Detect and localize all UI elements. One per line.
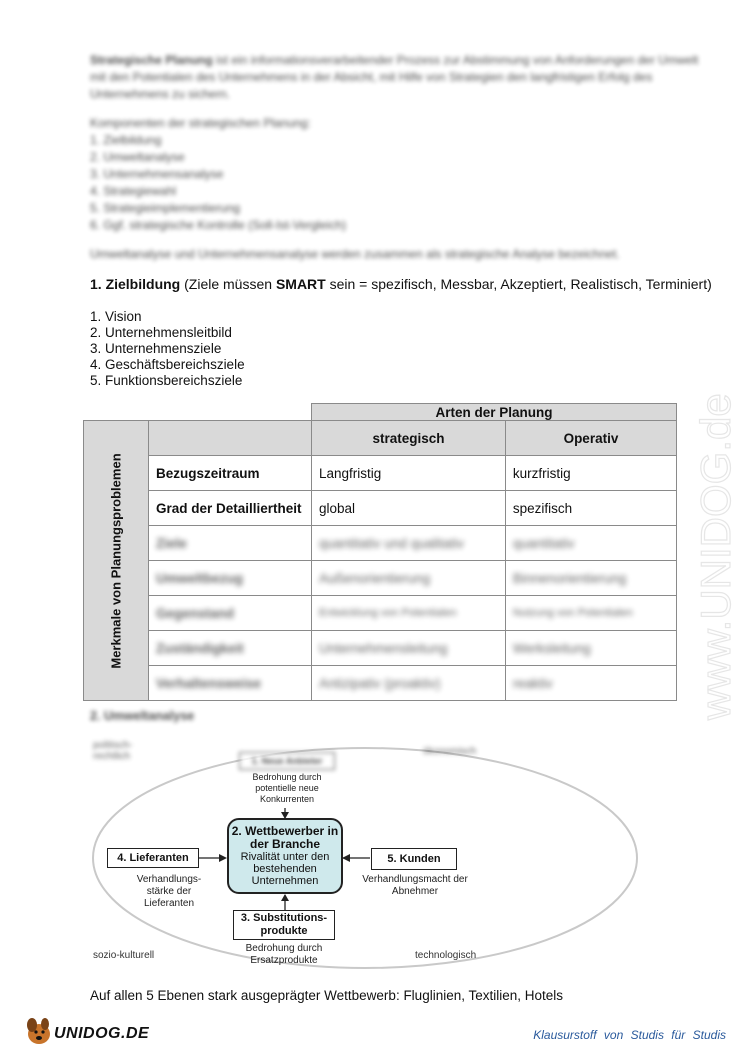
column-header-strategic: strategisch (312, 421, 506, 456)
goals-list (90, 309, 245, 389)
arrowhead-right (342, 854, 350, 862)
row-label: Verhaltensweise (149, 666, 312, 701)
list-item: 5. Strategieimplementierung (90, 201, 241, 215)
side-label: Merkmale von Planungsproblemen (108, 452, 124, 669)
cell-operative: spezifisch (505, 491, 676, 526)
arrowhead-left (219, 854, 227, 862)
definition-term: Strategische Planung (90, 53, 213, 67)
dog-icon (24, 1015, 54, 1047)
substitutes-caption: Bedrohung durch Ersatzprodukte (245, 943, 323, 966)
empty-header-cell (149, 421, 312, 456)
competitors-title: 2. Wettbewerber in der Branche (231, 824, 339, 851)
table-row (84, 561, 677, 596)
row-label: Gegenstand (149, 596, 312, 631)
row-label: Zuständigkeit (149, 631, 312, 666)
list-item: 4. Strategiewahl (90, 184, 177, 198)
new-entrants-box: 1. Neue Anbieter (239, 752, 335, 770)
corner-label-technological: technologisch (415, 950, 477, 961)
arrowhead-bottom (281, 894, 289, 901)
corner-label-social: sozio-kulturell (93, 950, 155, 961)
section2-title: 2. Umweltanalyse (90, 709, 195, 723)
unidog-logo[interactable] (24, 1015, 154, 1049)
section1-post: sein = spezifisch, Messbar, Akzeptiert, Realistisch, Terminiert) (329, 276, 712, 292)
cell-operative: quantitativ (505, 526, 676, 561)
analysis-note: Umweltanalyse und Unternehmensanalyse werden zusammen als strategische Analyse bezeichnet. (90, 247, 620, 261)
side-label-cell (84, 421, 149, 701)
cell-operative: reaktiv (505, 666, 676, 701)
row-label: Grad der Detailliertheit (149, 491, 312, 526)
column-header-operative: Operativ (505, 421, 676, 456)
new-entrants-caption: Bedrohung durch potentielle neue Konkurrenten (252, 772, 322, 804)
five-forces-diagram (85, 740, 645, 975)
list-item: 1. Vision (90, 309, 142, 324)
competitors-caption: Rivalität unter den bestehenden Unternehmen (240, 851, 330, 887)
list-item: 3. Unternehmensanalyse (90, 167, 224, 181)
footer-tagline: Klausurstoff von Studis für Studis (533, 1028, 726, 1042)
list-item: 4. Geschäftsbereichsziele (90, 357, 245, 372)
table-row (84, 631, 677, 666)
section2-heading (90, 709, 194, 723)
smart-term: SMART (275, 276, 326, 292)
cell-strategic: global (312, 491, 506, 526)
cell-strategic: Außenorientierung (312, 561, 506, 596)
definition-text: ist ein informationsverarbeitender Prozess zur Abstimmung von Anforderungen der Umwelt mit den Potentialen des Unternehmens in der Absicht, mit Hilfe von Strategien den langfristigen Erfolg des Unternehmens zu sichern. (90, 53, 699, 101)
table-row (84, 666, 677, 701)
suppliers-box: 4. Lieferanten (107, 848, 199, 868)
cell-operative: kurzfristig (505, 456, 676, 491)
cell-strategic: Unternehmensleitung (312, 631, 506, 666)
logo-text: UNIDOG.DE (54, 1025, 150, 1042)
empty-cell (84, 404, 149, 421)
list-item: 6. Ggf. strategische Kontrolle (Soll-Ist-Vergleich) (90, 218, 347, 232)
corner-label-economic: ökonomisch (423, 746, 477, 757)
section1-title: 1. Zielbildung (90, 276, 181, 292)
list-item: 5. Funktionsbereichsziele (90, 373, 243, 388)
customers-caption: Verhandlungsmacht der Abnehmer (362, 874, 468, 897)
watermark-text: www.UNIDOG.de (692, 393, 739, 720)
definition-paragraph (90, 52, 710, 103)
section1-heading (90, 276, 712, 292)
intro-section (90, 52, 710, 275)
planning-types-table (83, 403, 677, 701)
cell-strategic: Antizipativ (proaktiv) (312, 666, 506, 701)
components-title: Komponenten der strategischen Planung: (90, 116, 311, 130)
watermark (686, 300, 746, 730)
row-label: Umweltbezug (149, 561, 312, 596)
section1-pre: (Ziele müssen (184, 276, 273, 292)
table-row (84, 456, 677, 491)
row-label: Ziele (149, 526, 312, 561)
list-item: 2. Umweltanalyse (90, 150, 185, 164)
group-header: Arten der Planung (312, 404, 677, 421)
cell-strategic: quantitativ und qualitativ (312, 526, 506, 561)
cell-operative: Nutzung von Potentialen (505, 596, 676, 631)
cell-strategic: Entwicklung von Potentialen (312, 596, 506, 631)
table-row (84, 526, 677, 561)
list-item: 1. Zielbildung (90, 133, 162, 147)
list-item: 2. Unternehmensleitbild (90, 325, 232, 340)
components-list (90, 132, 710, 234)
list-item: 3. Unternehmensziele (90, 341, 222, 356)
cell-operative: Binnenorientierung (505, 561, 676, 596)
row-label: Bezugszeitraum (149, 456, 312, 491)
suppliers-caption: Verhandlungs-stärke der Lieferanten (136, 874, 202, 909)
empty-cell (149, 404, 312, 421)
cell-operative: Werksleitung (505, 631, 676, 666)
customers-box: 5. Kunden (371, 848, 457, 870)
substitutes-box: 3. Substitutions-produkte (233, 910, 335, 940)
table-row (84, 596, 677, 631)
competitors-box (227, 818, 343, 894)
corner-label-political: politisch-rechtlich (93, 740, 133, 762)
summary-text: Auf allen 5 Ebenen stark ausgeprägter Wettbewerb: Fluglinien, Textilien, Hotels (90, 988, 564, 1003)
table-row (84, 491, 677, 526)
cell-strategic: Langfristig (312, 456, 506, 491)
